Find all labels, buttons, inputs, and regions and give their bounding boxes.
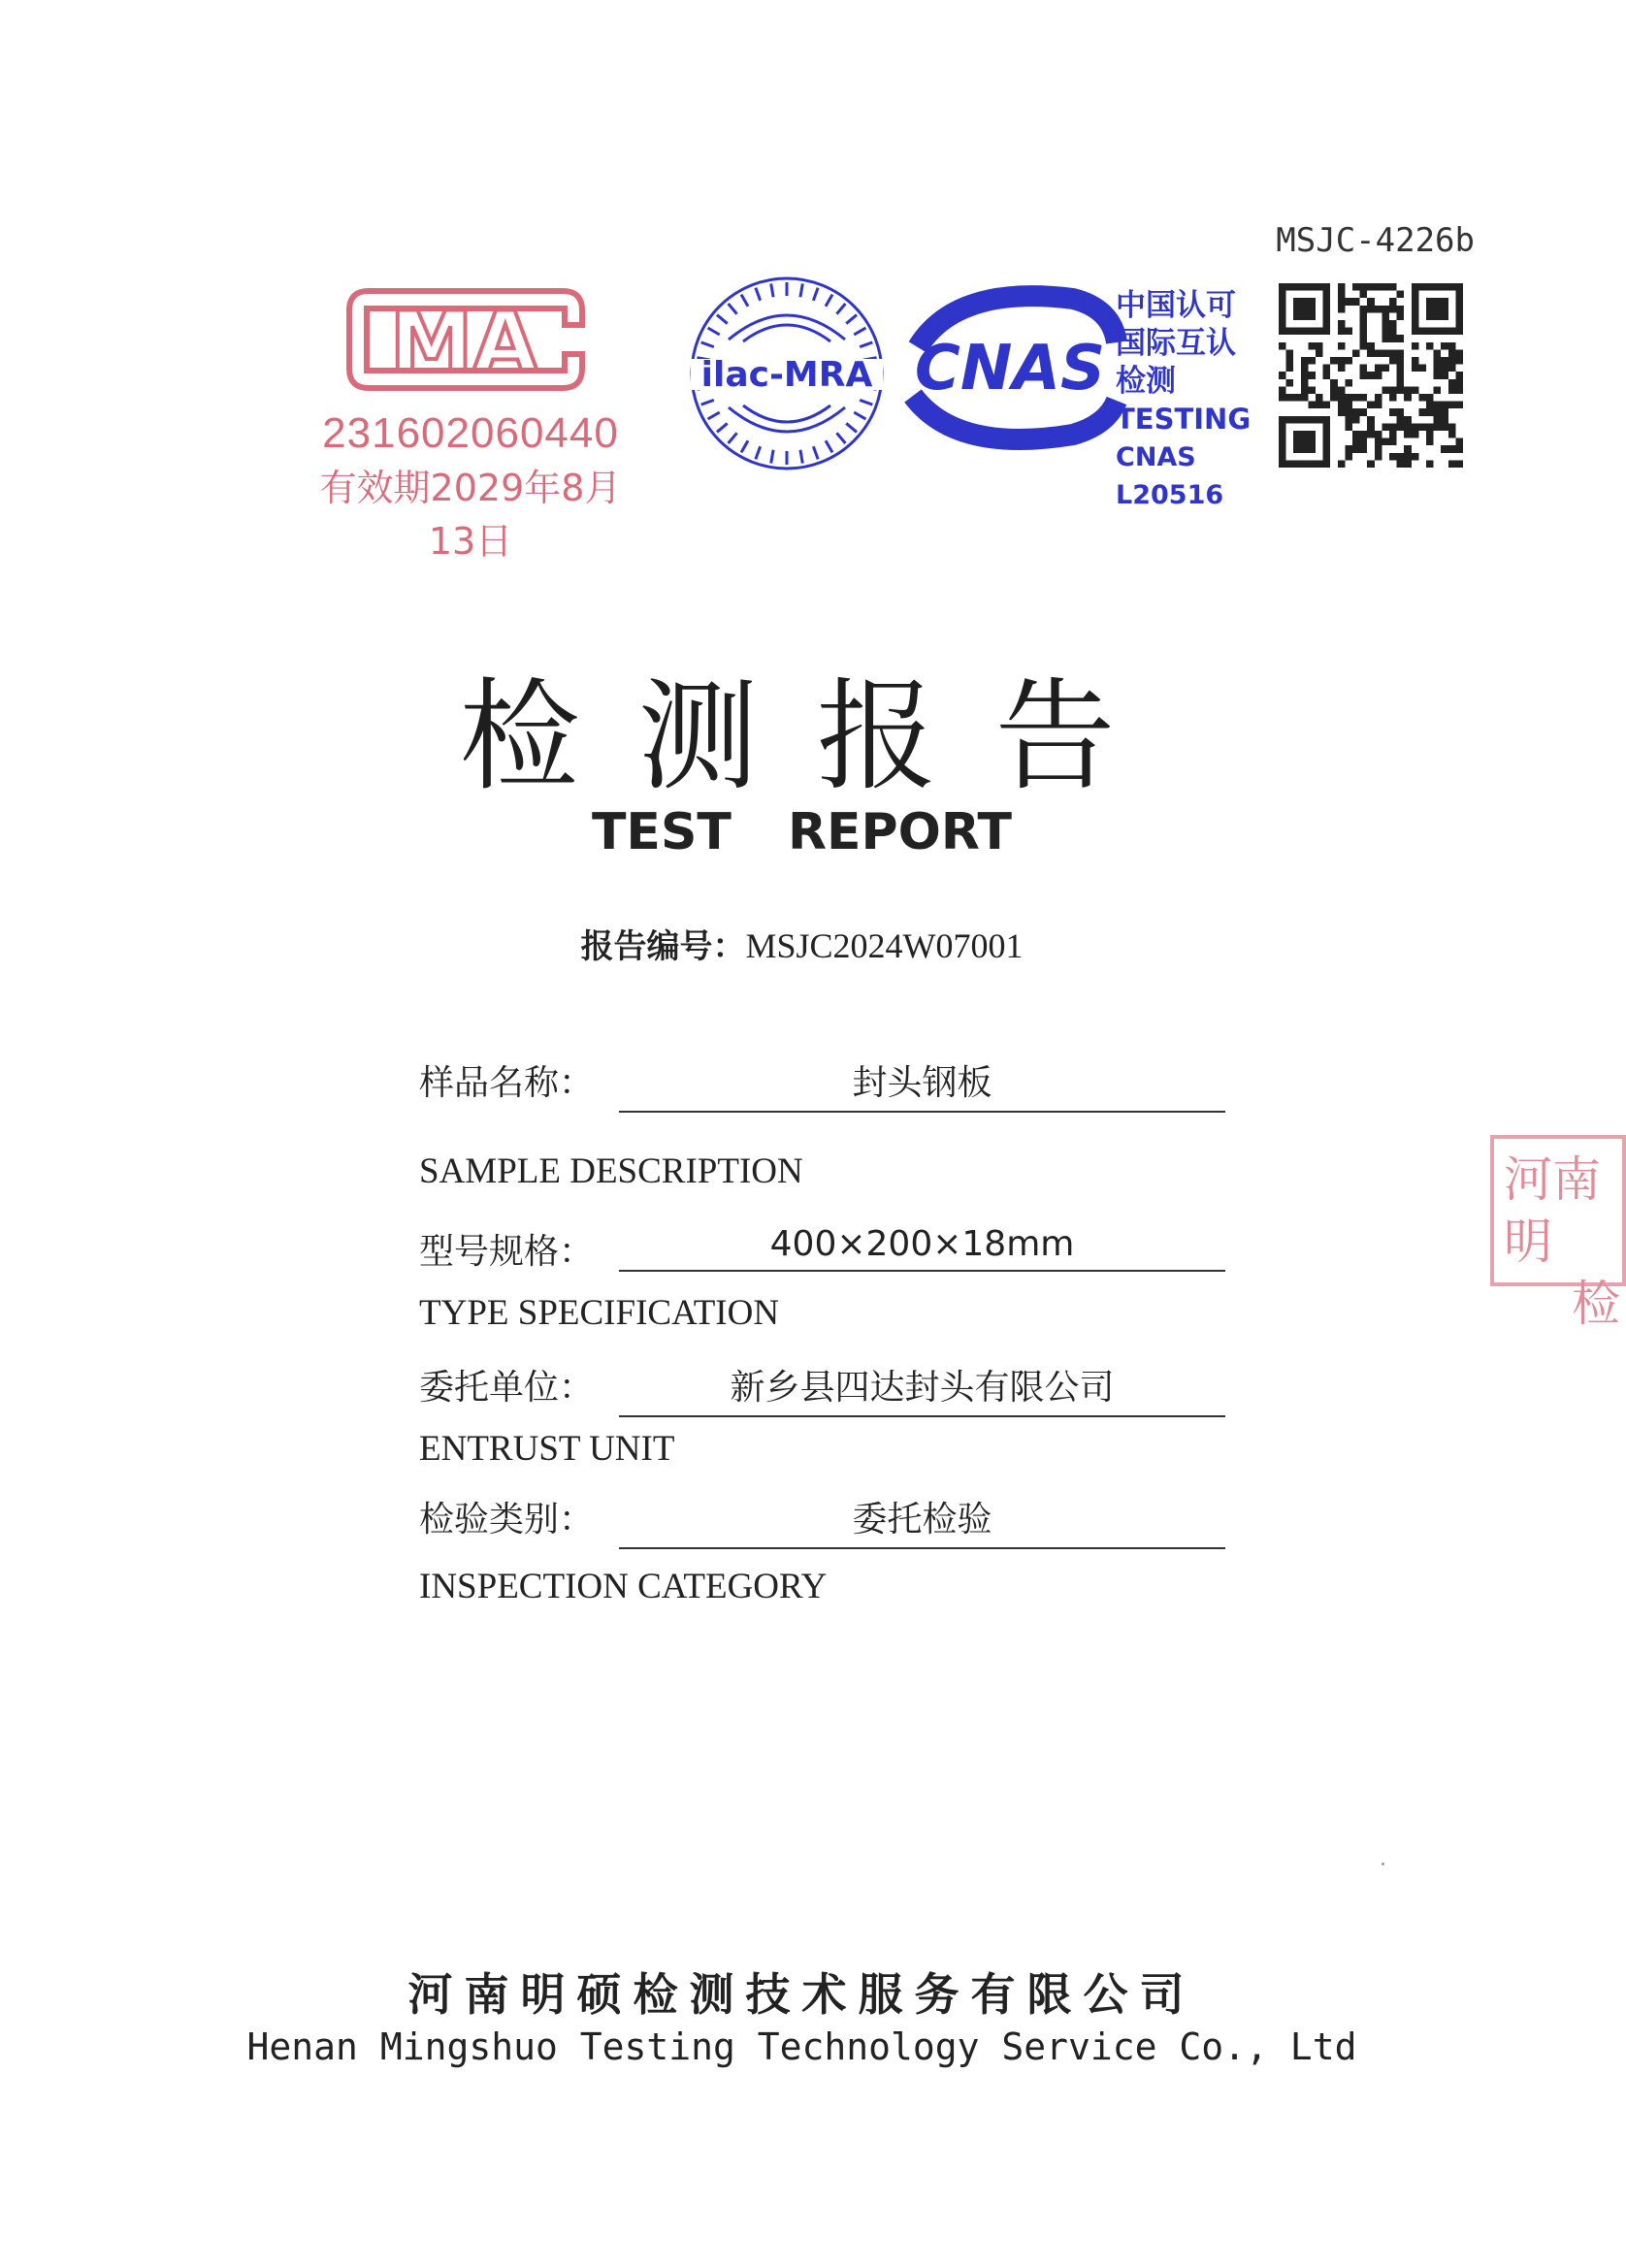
cnas-line-2: 国际互认 [1116, 326, 1236, 361]
report-number-value: MSJC2024W07001 [745, 926, 1024, 965]
svg-text:MA: MA [389, 294, 538, 391]
type-spec-label: 型号规格： [419, 1232, 595, 1272]
company-name-zh: 河南明硕检测技术服务有限公司 [407, 1968, 1196, 2021]
inspection-category-label-en: INSPECTION CATEGORY [419, 1567, 828, 1606]
scan-speck [1382, 1863, 1384, 1865]
cma-logo-icon [340, 281, 592, 398]
qr-code-icon[interactable] [1279, 283, 1463, 468]
inspection-category-value: 委托检验 [619, 1492, 1225, 1549]
cma-validity: 有效期2029年8月13日 [319, 467, 622, 563]
company-seal-stamp [1490, 1135, 1626, 1332]
form-code: MSJC-4226b [1276, 221, 1475, 260]
svg-text:ilac-MRA: ilac-MRA [700, 355, 873, 395]
type-specification-label-en: TYPE SPECIFICATION [419, 1293, 780, 1333]
inspection-category-label: 检验类别： [419, 1500, 595, 1539]
svg-text:CNAS: CNAS [914, 333, 1106, 405]
cnas-logo-icon [889, 289, 1131, 449]
entrust-unit-label-en: ENTRUST UNIT [419, 1429, 675, 1469]
cnas-number: CNAS L20516 [1116, 442, 1224, 510]
entrust-unit-value: 新乡县四达封头有限公司 [619, 1360, 1225, 1417]
cma-mark [310, 274, 631, 563]
ilac-mra-logo-icon [685, 272, 889, 475]
cnas-accreditation-text [1116, 287, 1281, 514]
report-title-zh: 检测报告 [459, 667, 1174, 807]
stamp-line-1: 河南明 [1504, 1151, 1601, 1270]
report-number-label: 报告编号： [580, 927, 746, 966]
cnas-line-1: 中国认可 [1116, 288, 1236, 323]
stamp-line-2: 检 [1572, 1276, 1620, 1332]
entrust-unit-label: 委托单位： [419, 1368, 595, 1408]
company-name-en: Henan Mingshuo Testing Technology Service Co., Ltd [246, 2025, 1357, 2068]
report-number [0, 920, 1604, 967]
cnas-line-4: TESTING [1116, 403, 1252, 436]
report-title-en: TEST REPORT [591, 803, 1013, 861]
cnas-line-3: 检测 [1116, 364, 1176, 399]
sample-name-label: 样品名称： [419, 1063, 595, 1103]
type-spec-value: 400×200×18mm [619, 1224, 1225, 1272]
sample-description-label-en: SAMPLE DESCRIPTION [419, 1151, 803, 1191]
cma-certificate-number: 231602060440 [322, 409, 619, 457]
sample-name-value: 封头钢板 [619, 1055, 1225, 1113]
